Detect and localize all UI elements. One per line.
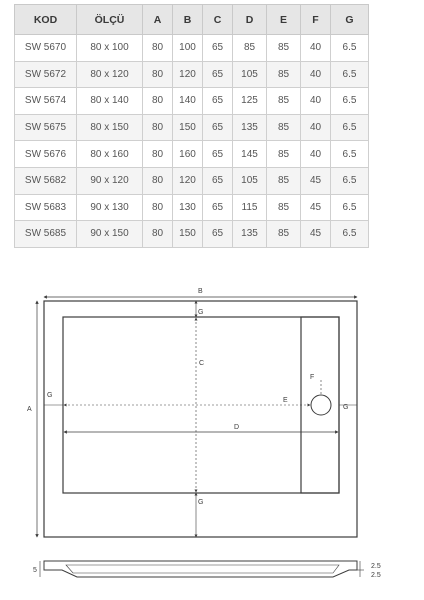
dimension-c-label: C (199, 360, 205, 367)
table-row (15, 88, 369, 115)
cell-e: 85 (267, 35, 301, 62)
cell-kod: SW 5674 (15, 88, 77, 115)
cell-c: 65 (203, 221, 233, 248)
cell-d: 135 (233, 114, 267, 141)
cell-d: 105 (233, 167, 267, 194)
table-row (15, 221, 369, 248)
cell-b: 120 (173, 167, 203, 194)
cell-kod: SW 5675 (15, 114, 77, 141)
cell-olcu: 90 x 150 (77, 221, 143, 248)
cell-e: 85 (267, 194, 301, 221)
cell-f: 45 (301, 221, 331, 248)
cell-olcu: 80 x 120 (77, 61, 143, 88)
cell-g: 6.5 (331, 114, 369, 141)
cell-a: 80 (143, 141, 173, 168)
table-body (15, 35, 369, 248)
dimension-d-label: D (234, 424, 240, 431)
cell-c: 65 (203, 194, 233, 221)
cell-f: 45 (301, 167, 331, 194)
cell-a: 80 (143, 35, 173, 62)
cell-c: 65 (203, 141, 233, 168)
cell-b: 150 (173, 221, 203, 248)
cell-olcu: 90 x 130 (77, 194, 143, 221)
dimension-f-label: F (310, 374, 315, 381)
cell-d: 115 (233, 194, 267, 221)
dimension-a-label: A (27, 406, 32, 413)
cell-g: 6.5 (331, 61, 369, 88)
cell-e: 85 (267, 221, 301, 248)
cell-b: 140 (173, 88, 203, 115)
cell-g: 6.5 (331, 221, 369, 248)
cell-a: 80 (143, 114, 173, 141)
cell-b: 120 (173, 61, 203, 88)
cell-f: 40 (301, 141, 331, 168)
table-row (15, 35, 369, 62)
dimension-e-label: E (283, 397, 288, 404)
header-c: C (203, 5, 233, 35)
cell-b: 100 (173, 35, 203, 62)
cell-c: 65 (203, 35, 233, 62)
cell-g: 6.5 (331, 35, 369, 62)
cell-kod: SW 5682 (15, 167, 77, 194)
cell-d: 135 (233, 221, 267, 248)
cell-d: 125 (233, 88, 267, 115)
table-row (15, 61, 369, 88)
side-profile-inner (66, 565, 339, 573)
header-g: G (331, 5, 369, 35)
cell-kod: SW 5676 (15, 141, 77, 168)
cell-kod: SW 5672 (15, 61, 77, 88)
table-header-row (15, 5, 369, 35)
cell-e: 85 (267, 167, 301, 194)
cell-olcu: 80 x 140 (77, 88, 143, 115)
cell-d: 145 (233, 141, 267, 168)
cell-e: 85 (267, 141, 301, 168)
cell-olcu: 80 x 100 (77, 35, 143, 62)
cell-olcu: 80 x 150 (77, 114, 143, 141)
cell-c: 65 (203, 114, 233, 141)
header-a: A (143, 5, 173, 35)
cell-f: 45 (301, 194, 331, 221)
header-kod: KOD (15, 5, 77, 35)
drain-panel (301, 317, 339, 493)
cell-e: 85 (267, 88, 301, 115)
header-olcu: ÖLÇÜ (77, 5, 143, 35)
cell-d: 105 (233, 61, 267, 88)
cell-c: 65 (203, 61, 233, 88)
drain-icon (311, 395, 331, 415)
side-rim-top-label: 2.5 (371, 563, 381, 570)
cell-f: 40 (301, 88, 331, 115)
dimension-g-top-label: G (198, 309, 204, 316)
cell-e: 85 (267, 61, 301, 88)
cell-kod: SW 5670 (15, 35, 77, 62)
cell-b: 130 (173, 194, 203, 221)
table-row (15, 194, 369, 221)
cell-a: 80 (143, 221, 173, 248)
cell-a: 80 (143, 194, 173, 221)
side-rim-bottom-label: 2.5 (371, 572, 381, 579)
cell-f: 40 (301, 61, 331, 88)
cell-f: 40 (301, 114, 331, 141)
shower-tray-drawing (0, 270, 424, 600)
header-f: F (301, 5, 331, 35)
side-height-label: 5 (33, 567, 37, 574)
header-e: E (267, 5, 301, 35)
cell-e: 85 (267, 114, 301, 141)
cell-kod: SW 5683 (15, 194, 77, 221)
dimensions-table (14, 4, 369, 248)
side-profile-outline (44, 561, 357, 577)
dimension-b-label: B (198, 288, 203, 295)
cell-olcu: 90 x 120 (77, 167, 143, 194)
cell-b: 150 (173, 114, 203, 141)
cell-f: 40 (301, 35, 331, 62)
cell-g: 6.5 (331, 88, 369, 115)
table-row (15, 167, 369, 194)
cell-a: 80 (143, 167, 173, 194)
table-row (15, 114, 369, 141)
cell-a: 80 (143, 88, 173, 115)
cell-d: 85 (233, 35, 267, 62)
header-d: D (233, 5, 267, 35)
dimension-g-right-label: G (343, 404, 349, 411)
cell-g: 6.5 (331, 141, 369, 168)
cell-kod: SW 5685 (15, 221, 77, 248)
cell-g: 6.5 (331, 194, 369, 221)
header-b: B (173, 5, 203, 35)
cell-a: 80 (143, 61, 173, 88)
cell-c: 65 (203, 167, 233, 194)
cell-b: 160 (173, 141, 203, 168)
dimension-g-bottom-label: G (198, 499, 204, 506)
cell-olcu: 80 x 160 (77, 141, 143, 168)
table-row (15, 141, 369, 168)
cell-c: 65 (203, 88, 233, 115)
dimension-g-left-label: G (47, 392, 53, 399)
cell-g: 6.5 (331, 167, 369, 194)
